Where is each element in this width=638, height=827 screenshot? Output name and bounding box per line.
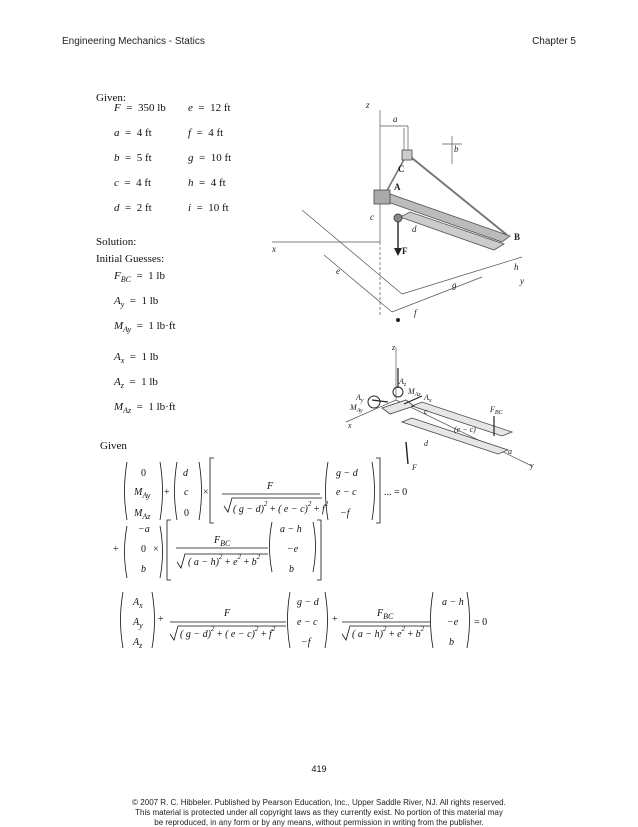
guess-var-value: = 1 lb xyxy=(124,351,159,363)
guess-var-5 xyxy=(114,401,176,415)
svg-text:FBC: $F_{BC}$ xyxy=(214,535,231,548)
svg-text:MAy: $M_{Ay}$ xyxy=(350,403,363,414)
guess-var-subscript: Az xyxy=(123,406,132,416)
given-var-right-value: = 10 ft xyxy=(193,152,232,164)
svg-text:x: x xyxy=(272,244,276,254)
svg-text:C: C xyxy=(398,164,405,174)
given-var-value: = 4 ft xyxy=(118,177,152,189)
given-var-3 xyxy=(114,177,151,189)
guess-var-name: M xyxy=(114,401,124,413)
svg-text:( a − h)2 + e2 + b2: ( $a - h)^2 + e^2 + b^2$ xyxy=(188,553,261,568)
svg-text:d: d xyxy=(412,224,417,234)
guess-var-value: = 1 lb xyxy=(123,376,158,388)
given-var-value: = 4 ft xyxy=(119,127,152,139)
footer-line3: be reproduced, in any form or by any means, without permission in writing from the publisher. xyxy=(154,818,484,827)
given-var-2 xyxy=(114,152,152,164)
svg-text:MAy: $M_{Ay}$ xyxy=(134,487,151,500)
svg-text:+: + xyxy=(158,614,164,625)
given-var-right-3 xyxy=(188,177,226,189)
svg-text:e − c: e − c xyxy=(297,617,318,628)
solution-label: Solution: xyxy=(96,236,137,248)
page-number: 419 xyxy=(311,764,327,774)
svg-text:d: d xyxy=(424,439,428,448)
svg-text:Ax: $A_x$ xyxy=(133,597,143,610)
svg-text:g − d: g − d xyxy=(297,597,319,608)
given-var-right-name: h xyxy=(188,177,194,189)
given-var-right-name: i xyxy=(188,202,192,214)
svg-text:×: × xyxy=(153,544,159,555)
given-var-right-value: = 12 ft xyxy=(192,102,231,114)
svg-text:( g − d)2 + ( e − c)2 + f2: ( g − d)$^2$ + ( $e - c)^2 + f^2$ xyxy=(233,500,329,515)
guess-var-value: = 1 lb·ft xyxy=(131,401,176,413)
svg-text:F: F xyxy=(412,463,417,472)
svg-text:z: z xyxy=(366,100,370,110)
svg-text:F: F xyxy=(224,608,231,619)
svg-text:h: h xyxy=(514,262,519,272)
given-var-name: d xyxy=(114,202,120,214)
svg-text:B: B xyxy=(514,232,521,242)
figure-free-body-diagram xyxy=(342,342,542,472)
svg-text:b: b xyxy=(449,637,454,648)
svg-text:b: b xyxy=(289,564,294,575)
svg-text:MAz: $M_{Az}$ xyxy=(134,508,151,521)
guess-var-value: = 1 lb·ft xyxy=(131,320,176,332)
svg-text:y: y xyxy=(520,276,524,286)
given-var-right-0 xyxy=(188,102,231,114)
given-var-right-4 xyxy=(188,202,229,214)
guess-var-3 xyxy=(114,351,158,365)
guess-var-value: = 1 lb xyxy=(130,270,165,282)
svg-text:(e − c): (e − c) xyxy=(454,425,476,434)
guess-var-name: A xyxy=(114,376,121,388)
given-var-right-value: = 4 ft xyxy=(191,127,224,139)
given-block-label: Given xyxy=(100,440,127,452)
svg-text:... = 0: ... = 0 xyxy=(384,487,408,498)
svg-text:y: y xyxy=(530,461,534,470)
svg-text:( a − h)2 + e2 + b2: ( $a - h)^2 + e^2 + b^2$ xyxy=(352,625,425,640)
svg-text:MAz: $M_{Az}$ xyxy=(408,387,421,398)
svg-text:+: + xyxy=(164,487,170,498)
given-label: Given: xyxy=(96,92,126,104)
given-var-name: b xyxy=(114,152,120,164)
header-title: Engineering Mechanics - Statics xyxy=(62,36,205,47)
svg-text:e: e xyxy=(336,266,340,276)
given-var-0 xyxy=(114,102,166,114)
header-chapter: Chapter 5 xyxy=(532,36,576,47)
svg-text:g: g xyxy=(452,280,457,290)
guess-var-subscript: BC xyxy=(120,275,131,285)
svg-text:b: b xyxy=(141,564,146,575)
given-var-right-2 xyxy=(188,152,231,164)
svg-text:e − c: e − c xyxy=(336,487,357,498)
svg-text:F: F xyxy=(267,481,274,492)
guess-var-1 xyxy=(114,295,158,309)
svg-text:a: a xyxy=(508,447,512,456)
svg-text:+: + xyxy=(332,614,338,625)
svg-text:−f: −f xyxy=(301,637,311,648)
svg-text:FBC: $F_{BC}$ xyxy=(377,608,394,621)
guess-var-name: M xyxy=(114,320,124,332)
svg-text:a: a xyxy=(393,114,398,124)
svg-text:A: A xyxy=(394,182,401,192)
svg-text:a − h: a − h xyxy=(442,597,464,608)
guess-var-name: F xyxy=(114,270,121,282)
given-var-value: = 5 ft xyxy=(119,152,152,164)
given-var-right-value: = 4 ft xyxy=(193,177,226,189)
footer-line2: This material is protected under all copyright laws as they currently exist. No portion of this material may xyxy=(135,808,503,817)
svg-text:c: c xyxy=(370,212,374,222)
svg-text:FBC: $F_{BC}$ xyxy=(490,405,503,416)
svg-text:Ax: $A_x$ xyxy=(424,393,432,404)
svg-text:( g − d)2 + ( e − c)2 + f2: ( g − d)$^2$ + ( $e - c)^2 + f^2$ xyxy=(180,625,276,640)
given-var-name: F xyxy=(114,102,121,114)
svg-text:−f: −f xyxy=(340,508,350,519)
guess-var-subscript: Ay xyxy=(123,325,132,335)
svg-text:F: F xyxy=(402,246,408,256)
guess-var-4 xyxy=(114,376,158,390)
svg-text:+: + xyxy=(113,544,119,555)
svg-text:0: 0 xyxy=(184,508,189,519)
given-var-right-1 xyxy=(188,127,223,139)
given-var-right-value: = 10 ft xyxy=(191,202,229,214)
given-var-right-name: e xyxy=(188,102,193,114)
svg-text:Ay: $A_y$ xyxy=(133,617,143,630)
guess-var-name: A xyxy=(114,351,121,363)
given-var-4 xyxy=(114,202,152,214)
given-var-1 xyxy=(114,127,152,139)
figure-structure-diagram xyxy=(262,92,552,332)
initial-guesses-label: Initial Guesses: xyxy=(96,253,165,265)
svg-text:−a: −a xyxy=(138,524,150,535)
given-var-name: a xyxy=(114,127,120,139)
svg-text:−e: −e xyxy=(287,544,299,555)
svg-text:c: c xyxy=(424,407,428,416)
given-var-right-name: f xyxy=(188,127,192,139)
svg-text:−e: −e xyxy=(447,617,459,628)
svg-text:f: f xyxy=(414,308,417,318)
svg-text:d: d xyxy=(183,468,188,479)
footer-line1: © 2007 R. C. Hibbeler. Published by Pearson Education, Inc., Upper Saddle River, NJ. All rights reserved. xyxy=(132,798,506,807)
guess-var-name: A xyxy=(114,295,121,307)
svg-text:b: b xyxy=(454,144,459,154)
guess-var-subscript: z xyxy=(120,381,124,391)
svg-text:z: z xyxy=(392,343,396,352)
given-var-value: = 2 ft xyxy=(119,202,152,214)
guess-var-0 xyxy=(114,270,165,284)
svg-text:Ay: $A_y$ xyxy=(356,393,364,404)
given-var-right-name: g xyxy=(188,152,194,164)
svg-text:0: 0 xyxy=(141,544,146,555)
given-var-value: = 350 lb xyxy=(120,102,166,114)
given-var-name: c xyxy=(114,177,119,189)
svg-text:×: × xyxy=(203,487,209,498)
svg-text:Az: $A_z$ xyxy=(399,377,407,388)
svg-text:a − h: a − h xyxy=(280,524,302,535)
svg-text:g − d: g − d xyxy=(336,468,358,479)
svg-text:0: 0 xyxy=(141,468,146,479)
svg-text:= 0: = 0 xyxy=(474,617,488,628)
svg-text:c: c xyxy=(184,487,189,498)
guess-var-value: = 1 lb xyxy=(124,295,159,307)
guess-var-subscript: y xyxy=(120,300,125,310)
guess-var-2 xyxy=(114,320,176,334)
guess-var-subscript: x xyxy=(120,356,125,366)
svg-text:Az: $A_z$ xyxy=(133,637,143,650)
svg-text:x: x xyxy=(348,421,352,430)
